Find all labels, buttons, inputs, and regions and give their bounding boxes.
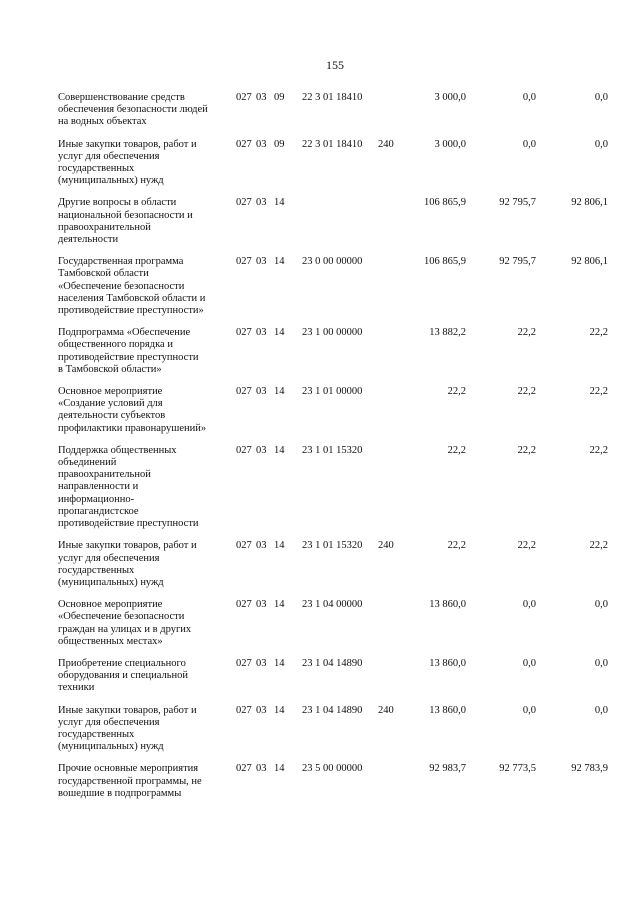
section-code: 03 (256, 599, 267, 611)
amount-year-3: 22,2 (589, 327, 608, 339)
table-row (58, 139, 618, 188)
amount-year-2: 0,0 (522, 657, 536, 669)
subsection-code: 09 (274, 92, 285, 103)
expense-type-code: 240 (378, 540, 394, 552)
table-row (58, 705, 618, 754)
subsection-code: 14 (274, 256, 285, 268)
row-name: Прочие основные мероприятия государственной программы, не вошедшие в подпрограммы (58, 763, 202, 799)
table-row (58, 197, 618, 246)
ministry-code: 027 (236, 599, 252, 611)
subsection-code: 14 (274, 657, 285, 669)
amount-year-3: 22,2 (589, 444, 608, 456)
ministry-code: 027 (236, 92, 252, 103)
amount-year-3: 92 806,1 (571, 197, 608, 209)
amount-year-2: 0,0 (522, 138, 536, 150)
page-number: 155 (326, 58, 344, 72)
table-row (58, 92, 618, 129)
target-article-code: 23 0 00 00000 (302, 256, 363, 268)
target-article-code: 23 1 00 00000 (302, 327, 363, 339)
ministry-code: 027 (236, 327, 252, 339)
target-article-code: 23 1 01 15320 (302, 444, 363, 456)
subsection-code: 14 (274, 763, 285, 775)
amount-year-1: 92 983,7 (429, 763, 466, 775)
table-row (58, 445, 618, 530)
amount-year-3: 0,0 (594, 138, 608, 150)
section-code: 03 (256, 657, 267, 669)
ministry-code: 027 (236, 444, 252, 456)
ministry-code: 027 (236, 138, 252, 150)
table-row (58, 540, 618, 589)
table-row (58, 658, 618, 695)
subsection-code: 14 (274, 327, 285, 339)
target-article-code: 23 1 01 00000 (302, 386, 363, 398)
amount-year-3: 22,2 (589, 540, 608, 552)
section-code: 03 (256, 763, 267, 775)
section-code: 03 (256, 327, 267, 339)
target-article-code: 23 1 04 00000 (302, 599, 363, 611)
target-article-code: 23 1 01 15320 (302, 540, 363, 552)
subsection-code: 14 (274, 197, 285, 209)
amount-year-3: 0,0 (594, 92, 608, 103)
row-name: Иные закупки товаров, работ и услуг для обеспечения государственных (муниципальных) нужд (58, 540, 197, 588)
ministry-code: 027 (236, 704, 252, 716)
amount-year-2: 92 795,7 (499, 197, 536, 209)
amount-year-3: 22,2 (589, 386, 608, 398)
subsection-code: 14 (274, 444, 285, 456)
table-row (58, 386, 618, 435)
amount-year-1: 3 000,0 (434, 138, 466, 150)
amount-year-1: 22,2 (447, 386, 466, 398)
ministry-code: 027 (236, 386, 252, 398)
ministry-code: 027 (236, 763, 252, 775)
amount-year-1: 106 865,9 (424, 256, 466, 268)
target-article-code: 23 1 04 14890 (302, 657, 363, 669)
target-article-code: 22 3 01 18410 (302, 92, 363, 103)
table-row (58, 256, 618, 317)
section-code: 03 (256, 444, 267, 456)
section-code: 03 (256, 540, 267, 552)
row-name: Поддержка общественных объединений правоохранительной направленности и информационно- пропагандистское противодействие преступности (58, 444, 199, 530)
row-name: Основное мероприятие «Создание условий для деятельности субъектов профилактики правонарушений» (58, 386, 207, 434)
amount-year-3: 0,0 (594, 657, 608, 669)
table-row (58, 599, 618, 648)
row-name: Иные закупки товаров, работ и услуг для обеспечения государственных (муниципальных) нужд (58, 704, 197, 753)
amount-year-2: 22,2 (517, 386, 536, 398)
amount-year-2: 22,2 (517, 540, 536, 552)
expense-type-code: 240 (378, 704, 394, 716)
section-code: 03 (256, 197, 267, 209)
budget-table (58, 92, 618, 810)
target-article-code: 22 3 01 18410 (302, 138, 363, 150)
ministry-code: 027 (236, 256, 252, 268)
table-row (58, 327, 618, 376)
target-article-code: 23 1 04 14890 (302, 704, 363, 716)
subsection-code: 09 (274, 138, 285, 150)
target-article-code: 23 5 00 00000 (302, 763, 363, 775)
amount-year-1: 13 860,0 (429, 657, 466, 669)
row-name: Основное мероприятие «Обеспечение безопасности граждан на улицах и в других общественных местах» (58, 599, 192, 647)
table-row (58, 763, 618, 800)
ministry-code: 027 (236, 540, 252, 552)
section-code: 03 (256, 138, 267, 150)
section-code: 03 (256, 386, 267, 398)
amount-year-2: 0,0 (522, 704, 536, 716)
amount-year-2: 92 773,5 (499, 763, 536, 775)
amount-year-3: 92 783,9 (571, 763, 608, 775)
amount-year-1: 13 882,2 (429, 327, 466, 339)
row-name: Государственная программа Тамбовской области «Обеспечение безопасности населения Тамбовской области и противодействие преступности» (58, 256, 206, 317)
amount-year-2: 22,2 (517, 444, 536, 456)
amount-year-3: 0,0 (594, 704, 608, 716)
amount-year-3: 92 806,1 (571, 256, 608, 268)
amount-year-1: 3 000,0 (434, 92, 466, 103)
subsection-code: 14 (274, 540, 285, 552)
row-name: Другие вопросы в области национальной безопасности и правоохранительной деятельности (58, 197, 193, 246)
amount-year-1: 22,2 (447, 540, 466, 552)
row-name: Иные закупки товаров, работ и услуг для обеспечения государственных (муниципальных) нужд (58, 138, 197, 187)
row-name: Подпрограмма «Обеспечение общественного порядка и противодействие преступности в Тамбовской области» (58, 327, 199, 375)
amount-year-2: 0,0 (522, 599, 536, 611)
amount-year-2: 0,0 (522, 92, 536, 103)
amount-year-1: 22,2 (447, 444, 466, 456)
section-code: 03 (256, 704, 267, 716)
amount-year-1: 106 865,9 (424, 197, 466, 209)
section-code: 03 (256, 256, 267, 268)
ministry-code: 027 (236, 657, 252, 669)
subsection-code: 14 (274, 599, 285, 611)
expense-type-code: 240 (378, 138, 394, 150)
amount-year-1: 13 860,0 (429, 599, 466, 611)
amount-year-2: 22,2 (517, 327, 536, 339)
row-name: Совершенствование средств обеспечения безопасности людей на водных объектах (58, 92, 208, 128)
subsection-code: 14 (274, 704, 285, 716)
amount-year-3: 0,0 (594, 599, 608, 611)
amount-year-1: 13 860,0 (429, 704, 466, 716)
subsection-code: 14 (274, 386, 285, 398)
amount-year-2: 92 795,7 (499, 256, 536, 268)
row-name: Приобретение специального оборудования и специальной техники (58, 657, 188, 694)
section-code: 03 (256, 92, 267, 103)
ministry-code: 027 (236, 197, 252, 209)
